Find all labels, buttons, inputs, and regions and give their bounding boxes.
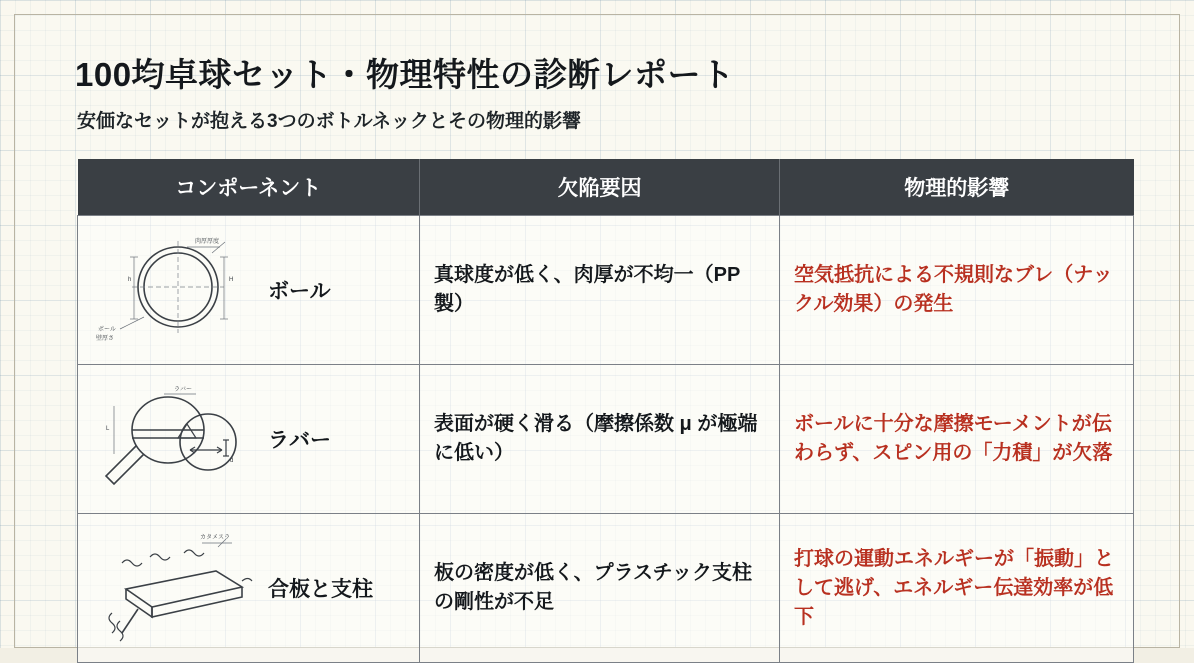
svg-text:ラバー: ラバー (174, 387, 193, 393)
cell-cause-rubber: 表面が硬く滑る（摩擦係数 μ が極端に低い） (420, 365, 780, 514)
cell-component-rubber (78, 365, 420, 514)
svg-text:肉厚厚度: 肉厚厚度 (195, 239, 220, 245)
svg-text:壁厚さ: 壁厚さ (96, 336, 115, 342)
table-row (78, 514, 1134, 663)
svg-text:L: L (106, 426, 110, 432)
cell-cause-ball: 真球度が低く、肉厚が不均一（PP製） (420, 216, 780, 365)
cell-cause-board: 板の密度が低く、プラスチック支柱の剛性が不足 (420, 514, 780, 663)
page-title: 100均卓球セット・物理特性の診断レポート (75, 56, 735, 93)
header-cause: 欠陥要因 (420, 159, 780, 216)
svg-text:h: h (128, 277, 132, 283)
cell-component-board (78, 514, 420, 663)
cell-component-ball (78, 216, 420, 365)
svg-text:ボール: ボール (98, 327, 116, 333)
ball-cross-section-icon (92, 230, 260, 350)
svg-text:カタメスラ: カタメスラ (200, 535, 231, 541)
table-board-post-icon (92, 528, 260, 648)
component-label-rubber: ラバー (268, 429, 331, 452)
header-component: コンポーネント (78, 159, 420, 216)
svg-text:H: H (229, 277, 234, 283)
cell-effect-board: 打球の運動エネルギーが「振動」として逃げ、エネルギー伝達効率が低下 (780, 514, 1134, 663)
page-subtitle: 安価なセットが抱える3つのボトルネックとその物理的影響 (77, 111, 581, 132)
cell-effect-ball: 空気抵抗による不規則なブレ（ナックル効果）の発生 (780, 216, 1134, 365)
table-row (78, 216, 1134, 365)
racket-rubber-icon (92, 379, 260, 499)
svg-text:d: d (230, 458, 234, 464)
table-row (78, 365, 1134, 514)
component-label-board: 合板と支柱 (268, 578, 373, 601)
diagnostic-table (77, 159, 1134, 663)
table-header-row (78, 159, 1134, 216)
report-sheet (14, 14, 1180, 648)
cell-effect-rubber: ボールに十分な摩擦モーメントが伝わらず、スピン用の「力積」が欠落 (780, 365, 1134, 514)
header-effect: 物理的影響 (780, 159, 1134, 216)
component-label-ball: ボール (268, 280, 331, 303)
